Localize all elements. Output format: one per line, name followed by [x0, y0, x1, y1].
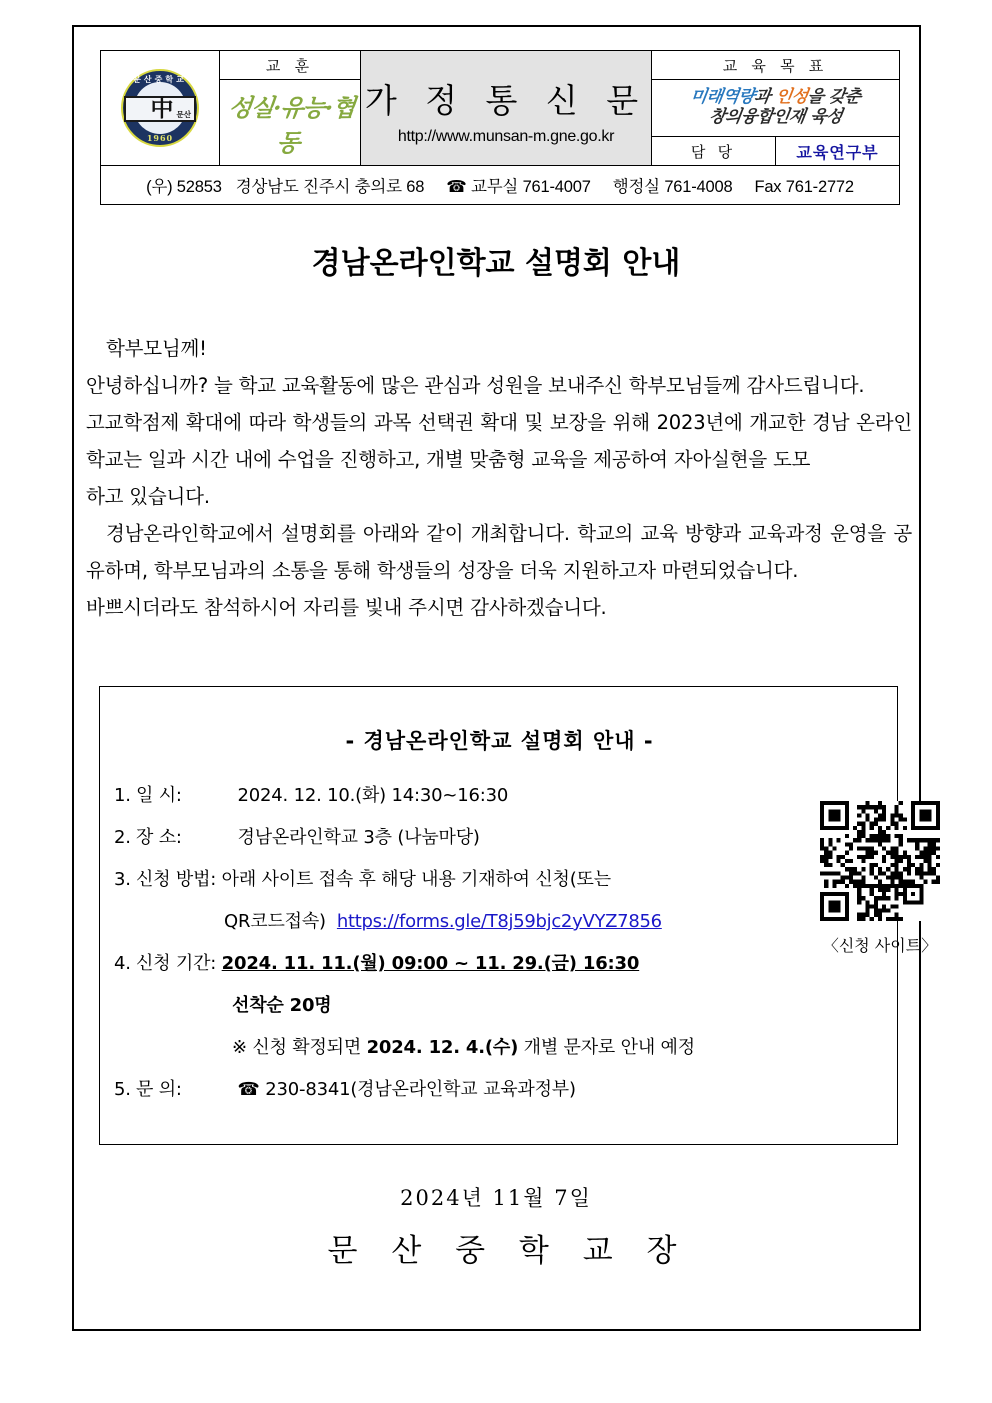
- info-item-5-label: 문 의:: [136, 1079, 182, 1100]
- school-website-url: http://www.munsan-m.gne.go.kr: [397, 127, 615, 145]
- motto-cell: [220, 80, 361, 166]
- education-goal-line2: 창의융합인재 육성: [707, 107, 844, 127]
- note-date: 2024. 12. 4.(수): [366, 1037, 519, 1058]
- page-title: 경남온라인학교 설명회 안내: [311, 246, 681, 281]
- info-item-3-number: 3.: [114, 869, 131, 890]
- info-item-4-label: 신청 기간:: [136, 953, 217, 974]
- admin-phone: 761-4008: [664, 178, 733, 196]
- info-item-list: [114, 775, 714, 1111]
- info-item-4-number: 4.: [114, 953, 131, 974]
- paragraph-3: 경남온라인학교에서 설명회를 아래와 같이 개최합니다. 학교의 교육 방향과 교육과정 운영을 공유하며, 학부모님과의 소통을 통해 학생들의 성장을 더욱 지원하고자 마련되었습니다.: [86, 522, 912, 582]
- paper-title: 가 정 통 신 문: [364, 80, 648, 120]
- address-zip: (우) 52853: [146, 178, 222, 196]
- info-item-2-value: 경남온라인학교 3층 (나눔마당): [237, 827, 480, 848]
- masthead-table: [100, 50, 900, 205]
- emblem-center-box: [124, 96, 196, 122]
- info-item-location: [114, 817, 714, 859]
- phone-icon: ☎: [446, 178, 467, 196]
- emblem-founded-year: 1960: [146, 133, 174, 143]
- qr-block: [813, 801, 947, 956]
- paragraph-2: 고교학점제 확대에 따라 학생들의 과목 선택권 확대 및 보장을 위해 2023년에 개교한 경남 온라인학교는 일과 시간 내에 수업을 진행하고, 개별 맞춤형 교육을 제공하여 자아실현을 도모: [86, 411, 912, 471]
- education-goal-cell: [652, 80, 900, 137]
- emblem-school-name: 문산중학교: [133, 75, 187, 84]
- note-prefix: ※ 신청 확정되면: [232, 1037, 367, 1058]
- note-suffix: 개별 문자로 안내 예정: [518, 1037, 695, 1058]
- info-box: [99, 686, 938, 1145]
- info-item-apply-method: [114, 859, 714, 901]
- motto-text: 성실·유능·협동: [227, 92, 356, 157]
- goal-end-text: 을 갖춘: [806, 87, 863, 108]
- greeting-line: 학부모님께!: [106, 337, 207, 360]
- info-item-1-label: 일 시:: [136, 785, 182, 806]
- info-item-3-label: 신청 방법:: [136, 869, 217, 890]
- office-label: 교무실: [470, 178, 519, 196]
- signature-issuer: 문 산 중 학 교 장: [327, 1233, 689, 1269]
- goal-blue-text: 미래역량: [689, 87, 756, 108]
- info-item-5-value: 230-8341(경남온라인학교 교육과정부): [265, 1079, 576, 1100]
- fax-number: 761-2772: [785, 178, 854, 196]
- emblem-sub-label: 문산: [176, 110, 191, 119]
- application-form-link[interactable]: https://forms.gle/T8j59bjc2yVYZ7856: [336, 911, 662, 932]
- info-item-3-value: 아래 사이트 접속 후 해당 내용 기재하여 신청(또는: [221, 869, 611, 890]
- info-item-1-value: 2024. 12. 10.(화) 14:30~16:30: [237, 785, 509, 806]
- info-item-capacity: [114, 985, 714, 1027]
- body-text: [86, 330, 912, 626]
- goal-header: 교 육 목 표: [652, 51, 900, 80]
- info-item-apply-link-row: [114, 901, 714, 943]
- goal-orange-text: 인성: [774, 87, 809, 108]
- education-goal-line1: [651, 88, 901, 108]
- goal-mid-text: 과: [752, 87, 778, 108]
- contact-row: [101, 166, 900, 205]
- school-emblem-icon: [121, 69, 199, 147]
- info-item-1-number: 1.: [114, 785, 131, 806]
- info-item-4-value: 2024. 11. 11.(월) 09:00 ~ 11. 29.(금) 16:30: [221, 953, 640, 974]
- info-box-title: - 경남온라인학교 설명회 안내 -: [345, 729, 654, 753]
- address-street: 경상남도 진주시 충의로 68: [235, 178, 425, 196]
- qr-code-image[interactable]: [815, 801, 945, 921]
- in-charge-label: 담 당: [652, 137, 776, 166]
- paragraph-1: 안녕하십니까? 늘 학교 교육활동에 많은 관심과 성원을 보내주신 학부모님들께 감사드립니다.: [86, 374, 865, 397]
- info-item-apply-period: [114, 943, 714, 985]
- info-item-contact: [114, 1069, 714, 1111]
- motto-header: 교 훈: [220, 51, 361, 80]
- contact-phone-icon: ☎: [237, 1079, 260, 1100]
- info-item-5-number: 5.: [114, 1079, 131, 1100]
- paper-title-cell: [361, 51, 652, 166]
- emblem-center-char: 中: [150, 96, 174, 122]
- admin-label: 행정실: [612, 178, 660, 196]
- qr-caption: 〈신청 사이트〉: [822, 936, 938, 955]
- info-item-2-label: 장 소:: [136, 827, 182, 848]
- signature-date: 2024년 11월 7일: [400, 1186, 592, 1210]
- school-emblem-cell: [101, 51, 220, 166]
- paragraph-3-tail: 바쁘시더라도 참석하시어 자리를 빛내 주시면 감사하겠습니다.: [86, 596, 607, 619]
- in-charge-value: 교육연구부: [776, 137, 900, 166]
- fax-label: Fax: [754, 178, 782, 196]
- paragraph-2-tail: 하고 있습니다.: [86, 485, 210, 508]
- qr-access-label: QR코드접속): [224, 911, 326, 932]
- capacity-text: 선착순 20명: [232, 995, 332, 1016]
- info-item-datetime: [114, 775, 714, 817]
- office-phone: 761-4007: [522, 178, 591, 196]
- info-item-2-number: 2.: [114, 827, 131, 848]
- info-item-note: [114, 1027, 714, 1069]
